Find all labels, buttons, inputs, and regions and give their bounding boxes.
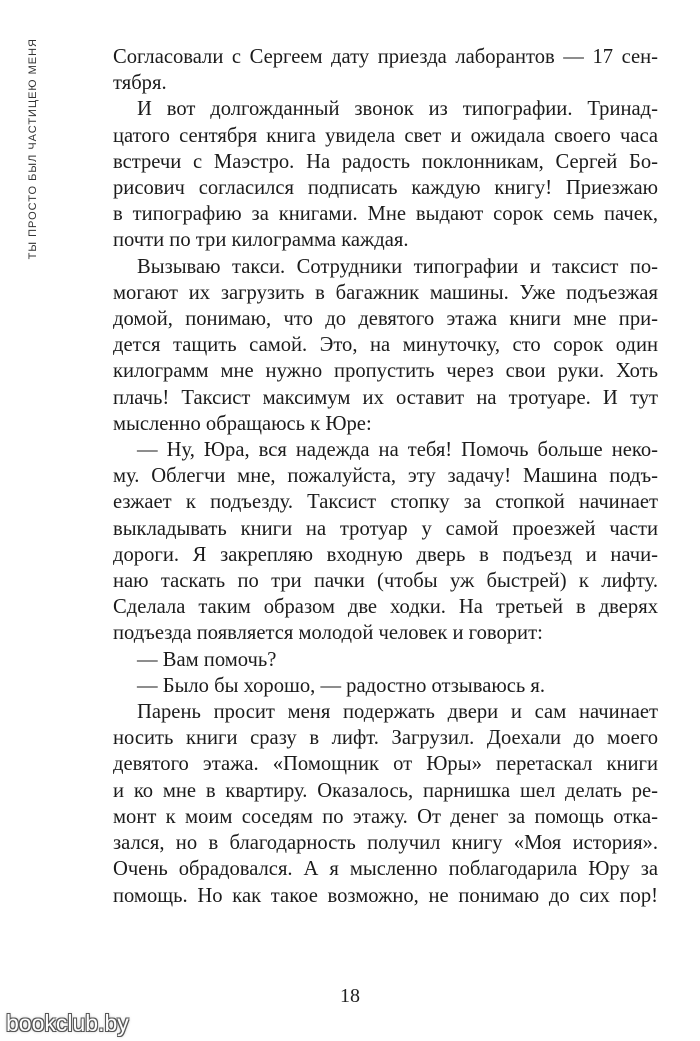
text-line: дется тащить самой. Это, на минуточку, сто сорок один xyxy=(113,334,658,357)
text-line: Сделала таким образом две ходки. На третьей в дверях xyxy=(113,596,658,619)
text-line: выкладывать книги на тротуар у самой проезжей части xyxy=(113,517,658,540)
text-line: Парень просит меня подержать двери и сам начинает xyxy=(137,701,658,724)
text-line: и ко мне в квартиру. Оказалось, парнишка шел делать ре- xyxy=(113,779,658,802)
text-line: подъезда появляется молодой человек и говорит: xyxy=(113,622,543,645)
text-line: езжает к подъезду. Таксист стопку за стопкой начинает xyxy=(113,491,658,514)
running-head-text: ТЫ ПРОСТО БЫЛ ЧАСТИЦЕЮ МЕНЯ xyxy=(27,38,39,260)
text-line: домой, понимаю, что до девятого этажа книги мне при- xyxy=(113,308,658,331)
text-line: монт к моим соседям по этажу. От денег за помощь отка- xyxy=(113,805,658,828)
text-line: Вызываю такси. Сотрудники типографии и таксист по- xyxy=(137,255,658,278)
text-line: Очень обрадовался. А я мысленно поблагодарила Юру за xyxy=(113,858,658,881)
text-line: встречи с Маэстро. На радость поклонникам, Сергей Бо- xyxy=(113,150,658,173)
text-line: — Было бы хорошо, — радостно отзываюсь я. xyxy=(137,674,546,697)
text-line: могают их загрузить в багажник машины. Уже подъезжая xyxy=(113,281,658,304)
text-line: зался, но в благодарность получил книгу «Моя история». xyxy=(113,832,658,855)
text-line: рисович согласился подписать каждую книгу! Приезжаю xyxy=(113,177,658,200)
watermark: bookclub.by xyxy=(6,1010,129,1036)
text-line: мысленно обращаюсь к Юре: xyxy=(113,412,372,435)
text-line: му. Облегчи мне, пожалуйста, эту задачу! Машина подъ- xyxy=(113,465,658,488)
text-line: в типографию за книгами. Мне выдают сорок семь пачек, xyxy=(113,203,658,226)
text-line: дороги. Я закрепляю входную дверь в подъезд и начи- xyxy=(113,543,658,566)
text-line: цатого сентября книга увидела свет и ожидала своего часа xyxy=(113,124,658,147)
text-line: И вот долгожданный звонок из типографии. Тринад- xyxy=(137,98,658,121)
text-line: тября. xyxy=(113,72,167,95)
text-line: — Вам помочь? xyxy=(137,648,277,671)
page-number: 18 xyxy=(340,985,360,1007)
text-line: почти по три килограмма каждая. xyxy=(113,229,409,252)
text-line: килограмм мне нужно пропустить через свои руки. Хоть xyxy=(113,360,658,383)
text-line: наю таскать по три пачки (чтобы уж быстрей) к лифту. xyxy=(113,570,658,593)
text-line: носить книги сразу в лифт. Загрузил. Доехали до моего xyxy=(113,727,658,750)
text-line: — Ну, Юра, вся надежда на тебя! Помочь больше неко- xyxy=(137,439,658,462)
text-line: помощь. Но как такое возможно, не понимаю до сих пор! xyxy=(113,884,658,907)
running-head xyxy=(22,38,44,598)
text-line: Согласовали с Сергеем дату приезда лаборантов — 17 сен- xyxy=(113,46,658,68)
body-text xyxy=(113,44,658,909)
text-line: плачь! Таксист максимум их оставит на тротуаре. И тут xyxy=(113,386,658,409)
text-line: девятого этажа. «Помощник от Юры» перетаскал книги xyxy=(113,753,658,776)
